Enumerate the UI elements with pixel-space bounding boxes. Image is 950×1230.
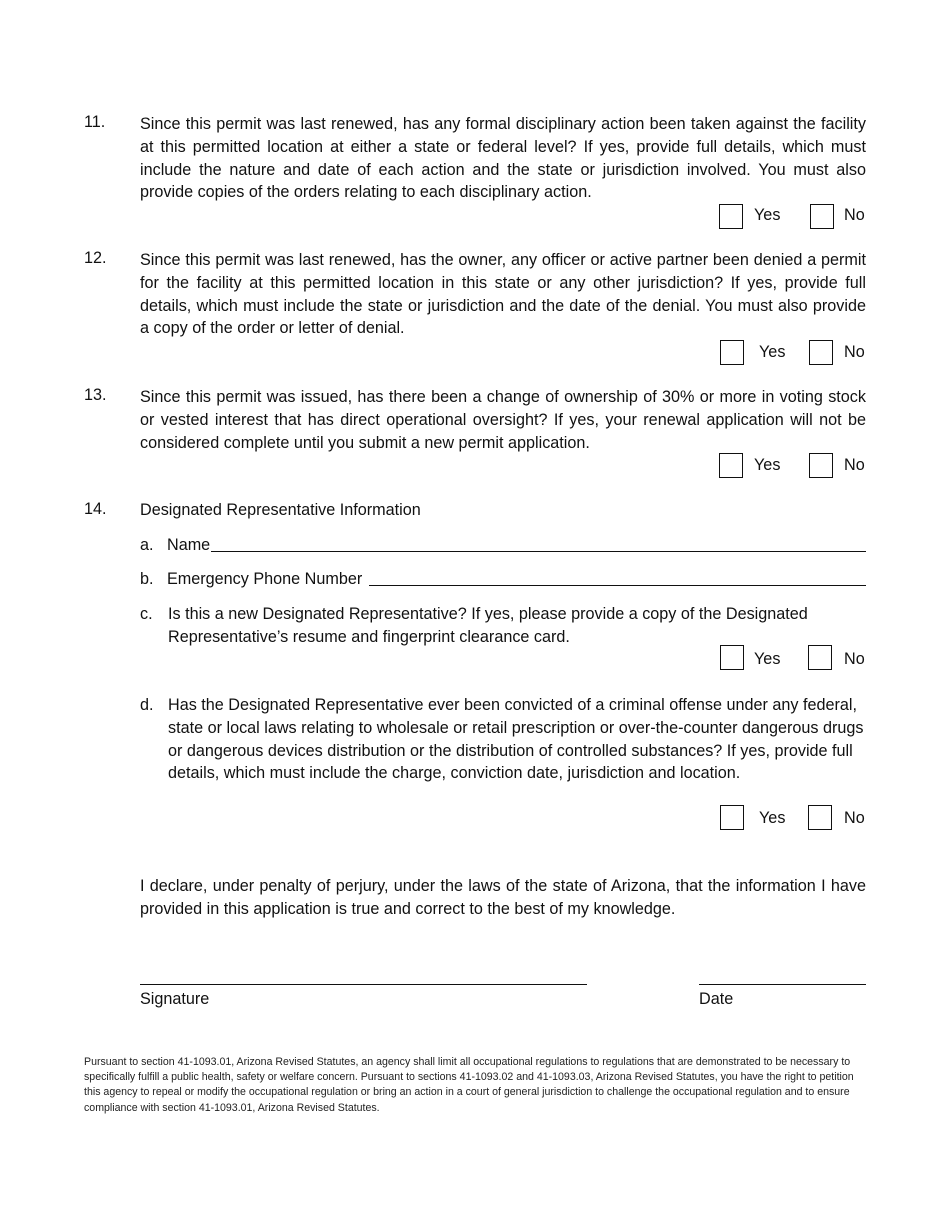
q14a-letter: a. [140,536,154,554]
q14c-no-checkbox[interactable] [808,645,832,670]
question-12-yes-label: Yes [759,343,786,361]
name-field[interactable] [211,551,866,552]
question-13-no-checkbox[interactable] [809,453,833,478]
question-14-number: 14. [84,500,107,518]
question-13-text: Since this permit was issued, has there been a change of ownership of 30% or more in voting stock or vested interest that has direct operational oversight? If yes, your renewal application will not be considered complete until you submit a new permit application. [140,388,866,452]
question-12-no-checkbox[interactable] [809,340,833,365]
question-11-yes-label: Yes [754,206,781,224]
question-11-yes-checkbox[interactable] [719,204,743,229]
name-field-label: Name [167,536,211,554]
q14c-yes-checkbox[interactable] [720,645,744,670]
q14d-letter: d. [140,696,154,714]
emergency-phone-field-label: Emergency Phone Number [167,570,363,588]
question-14-title: Designated Representative Information [140,501,421,519]
q14d-yes-checkbox[interactable] [720,805,744,830]
question-11-number: 11. [84,113,106,131]
question-13-yes-label: Yes [754,456,781,474]
statute-footer-note: Pursuant to section 41-1093.01, Arizona Revised Statutes, an agency shall limit all occupational regulations to regulations that are demonstrated to be necessary to specifically fulfill a public health, safety or welfare concern. Pursuant to sections 41-1093.02 and 41-1093.03, Arizona Revised Statutes, you have the right to petition this agency to repeal or modify the occupational regulation or bring an action in a court of general jurisdiction to challenge the occupational regulation and to ensure compliance with section 41-1093.01, Arizona Revised Statutes. [84,1056,854,1114]
question-12-text: Since this permit was last renewed, has the owner, any officer or active partner been denied a permit for the facility at this permitted location in this state or any other jurisdiction? If yes, provide full details, which must include the state or jurisdiction and the date of the denial. You must also provide a copy of the order or letter of denial. [140,251,866,338]
perjury-declaration: I declare, under penalty of perjury, under the laws of the state of Arizona, that the information I have provided in this application is true and correct to the best of my knowledge. [140,877,866,918]
question-12-number: 12. [84,249,107,267]
q14c-letter: c. [140,605,153,623]
question-13-number: 13. [84,386,107,404]
question-13-no-label: No [844,456,865,474]
emergency-phone-field[interactable] [369,585,866,586]
q14b-letter: b. [140,570,154,588]
q14d-no-checkbox[interactable] [808,805,832,830]
date-label: Date [699,990,734,1008]
date-field[interactable] [699,984,866,985]
signature-field[interactable] [140,984,587,985]
q14d-text: Has the Designated Representative ever been convicted of a criminal offense under any federal, state or local laws relating to wholesale or retail prescription or over-the-counter dangerous drugs or dangerous devices distribution or the distribution of controlled substances? If yes, provide full details, which must include the charge, conviction date, jurisdiction and location. [168,696,864,783]
q14d-no-label: No [844,809,865,827]
question-12-no-label: No [844,343,865,361]
q14d-yes-label: Yes [759,809,786,827]
question-11-text: Since this permit was last renewed, has any formal disciplinary action been taken against the facility at this permitted location at either a state or federal level? If yes, provide full details, which must include the nature and date of each action and the state or jurisdiction involved. You must also provide copies of the orders relating to each disciplinary action. [140,115,866,202]
q14c-text: Is this a new Designated Representative? If yes, please provide a copy of the Designated Representative’s resume and fingerprint clearance card. [168,605,808,646]
question-11-no-checkbox[interactable] [810,204,834,229]
q14c-no-label: No [844,650,865,668]
question-13-yes-checkbox[interactable] [719,453,743,478]
question-11-no-label: No [844,206,865,224]
q14c-yes-label: Yes [754,650,781,668]
signature-label: Signature [140,990,210,1008]
question-12-yes-checkbox[interactable] [720,340,744,365]
